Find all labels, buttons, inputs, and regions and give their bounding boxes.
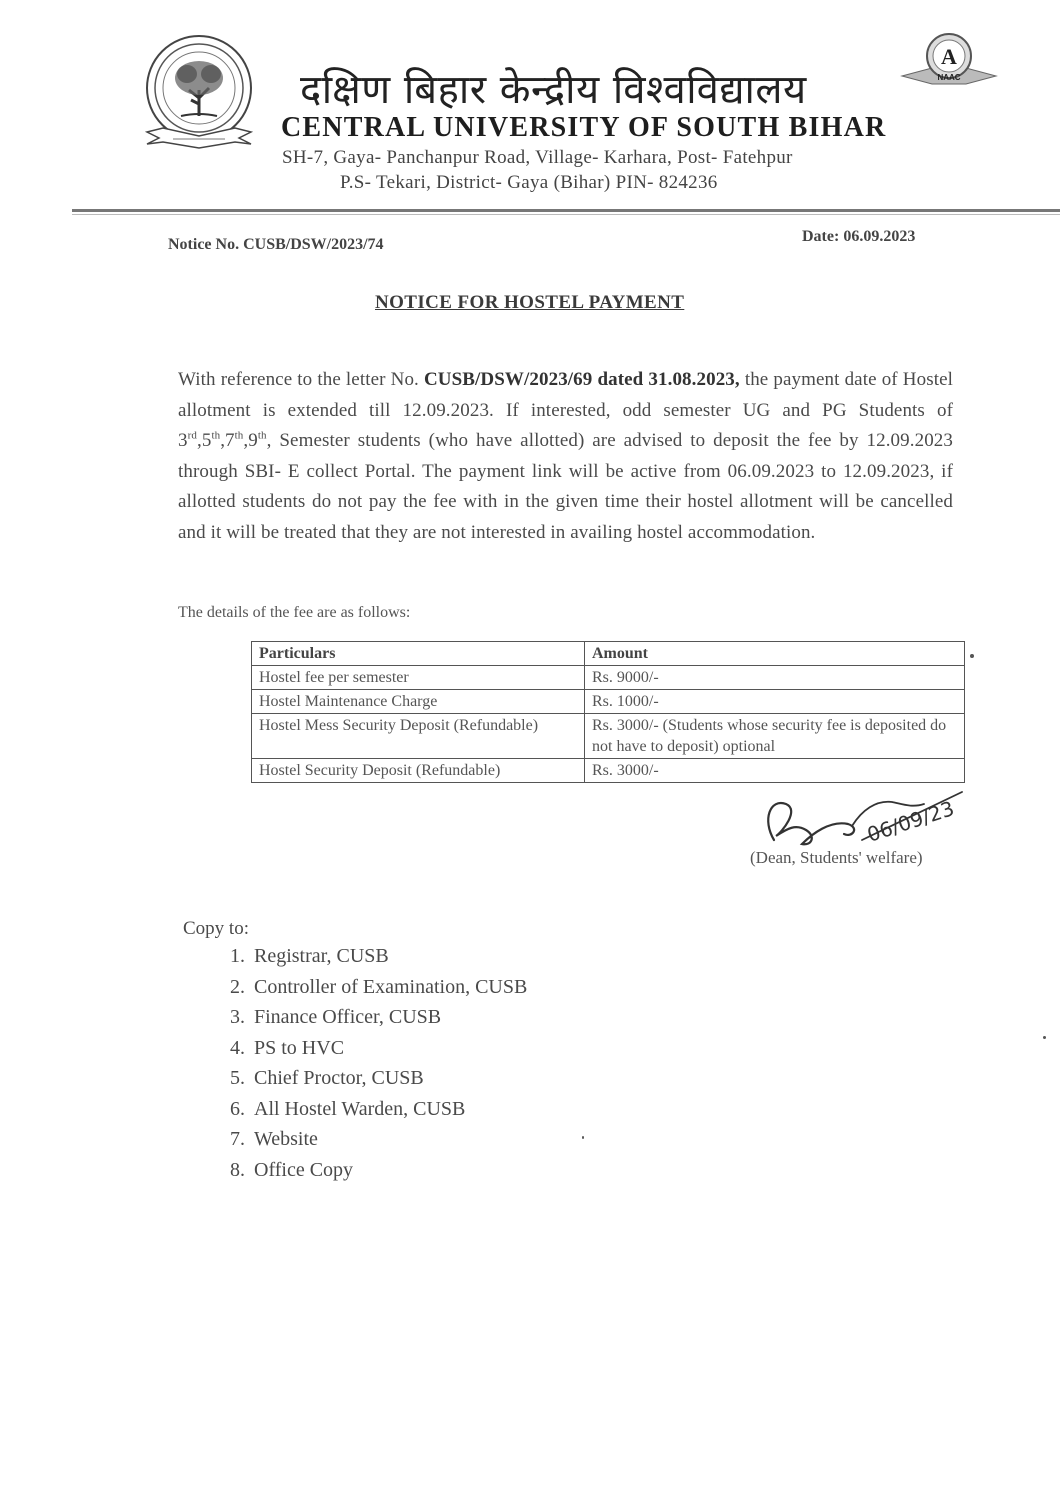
ordinal-sup: th: [234, 429, 244, 442]
list-item: 6. All Hostel Warden, CUSB: [250, 1094, 527, 1125]
list-item: 5. Chief Proctor, CUSB: [250, 1063, 527, 1094]
signatory-designation: (Dean, Students' welfare): [750, 848, 923, 867]
amount-cell: Rs. 3000/- (Students whose security fee is deposited do not have to deposit) optional: [585, 714, 965, 759]
body-text-3: , Semester students (who have allotted) are advised to deposit the fee by 12.09.2023 through SBI- E collect Portal. The payment link will be active from 06.09.2023 to 12.09.2023, if allotted students do not pay the fee with in the given time their hostel allotment will be cancelled and it will be treated that they are not interested in availing hostel accommodation.: [178, 430, 953, 543]
university-seal-tree-icon: [143, 32, 255, 150]
amount-cell: Rs. 1000/-: [585, 690, 965, 714]
scan-speck: [970, 654, 974, 658]
notice-heading: NOTICE FOR HOSTEL PAYMENT: [375, 292, 685, 313]
fee-intro-text: The details of the fee are as follows:: [178, 604, 411, 621]
header-divider-thin: [72, 214, 1060, 215]
copy-to-label: Copy to:: [183, 918, 249, 939]
table-row: [252, 666, 965, 690]
table-row: [252, 714, 965, 759]
list-item: 2. Controller of Examination, CUSB: [250, 972, 527, 1003]
header-particulars: Particulars: [252, 642, 585, 666]
table-row: [252, 690, 965, 714]
address-line-1: SH-7, Gaya- Panchanpur Road, Village- Karhara, Post- Fatehpur: [282, 147, 793, 168]
copy-to-list: [218, 941, 527, 1185]
particular-cell: Hostel Security Deposit (Refundable): [252, 759, 585, 783]
header-amount: Amount: [585, 642, 965, 666]
notice-body: [178, 365, 953, 548]
semester-number: ,7: [220, 430, 235, 451]
scan-speck: [1043, 1036, 1046, 1039]
semester-number: ,5: [196, 430, 212, 451]
table-row: [252, 759, 965, 783]
reference-letter: CUSB/DSW/2023/69 dated 31.08.2023,: [423, 369, 740, 390]
naac-grade-text: A: [941, 44, 957, 69]
list-item: 7. Website: [250, 1124, 527, 1155]
semester-number: ,9: [243, 430, 258, 451]
list-item: 1. Registrar, CUSB: [250, 941, 527, 972]
body-text-1: With reference to the letter No.: [178, 369, 424, 390]
notice-number: Notice No. CUSB/DSW/2023/74: [168, 236, 384, 253]
handwritten-date: 06/09/23: [864, 796, 957, 847]
list-item: 8. Office Copy: [250, 1155, 527, 1186]
amount-cell: Rs. 9000/-: [585, 666, 965, 690]
naac-a-grade-badge-icon: [896, 30, 1002, 94]
particular-cell: Hostel Maintenance Charge: [252, 690, 585, 714]
particular-cell: Hostel fee per semester: [252, 666, 585, 690]
naac-label-text: NAAC: [937, 73, 961, 82]
ordinal-sup: th: [257, 429, 267, 442]
ordinal-sup: rd: [187, 429, 197, 442]
fee-table: [251, 641, 965, 783]
list-item: 4. PS to HVC: [250, 1033, 527, 1064]
amount-cell: Rs. 3000/-: [585, 759, 965, 783]
list-item: 3. Finance Officer, CUSB: [250, 1002, 527, 1033]
table-header-row: [252, 642, 965, 666]
body-text-2: the payment date of Hostel allotment is extended till 12.09.2023. If interested, odd semester UG and PG Students of 3: [178, 369, 953, 451]
notice-date: Date: 06.09.2023: [802, 228, 916, 245]
university-name-english: CENTRAL UNIVERSITY OF SOUTH BIHAR: [281, 112, 887, 143]
particular-cell: Hostel Mess Security Deposit (Refundable): [252, 714, 585, 759]
address-line-2: P.S- Tekari, District- Gaya (Bihar) PIN- 824236: [340, 172, 718, 193]
university-name-hindi: दक्षिण बिहार केन्द्रीय विश्वविद्यालय: [300, 67, 807, 113]
scan-speck: [582, 1136, 584, 1139]
header-divider: [72, 209, 1060, 212]
ordinal-sup: th: [211, 429, 221, 442]
